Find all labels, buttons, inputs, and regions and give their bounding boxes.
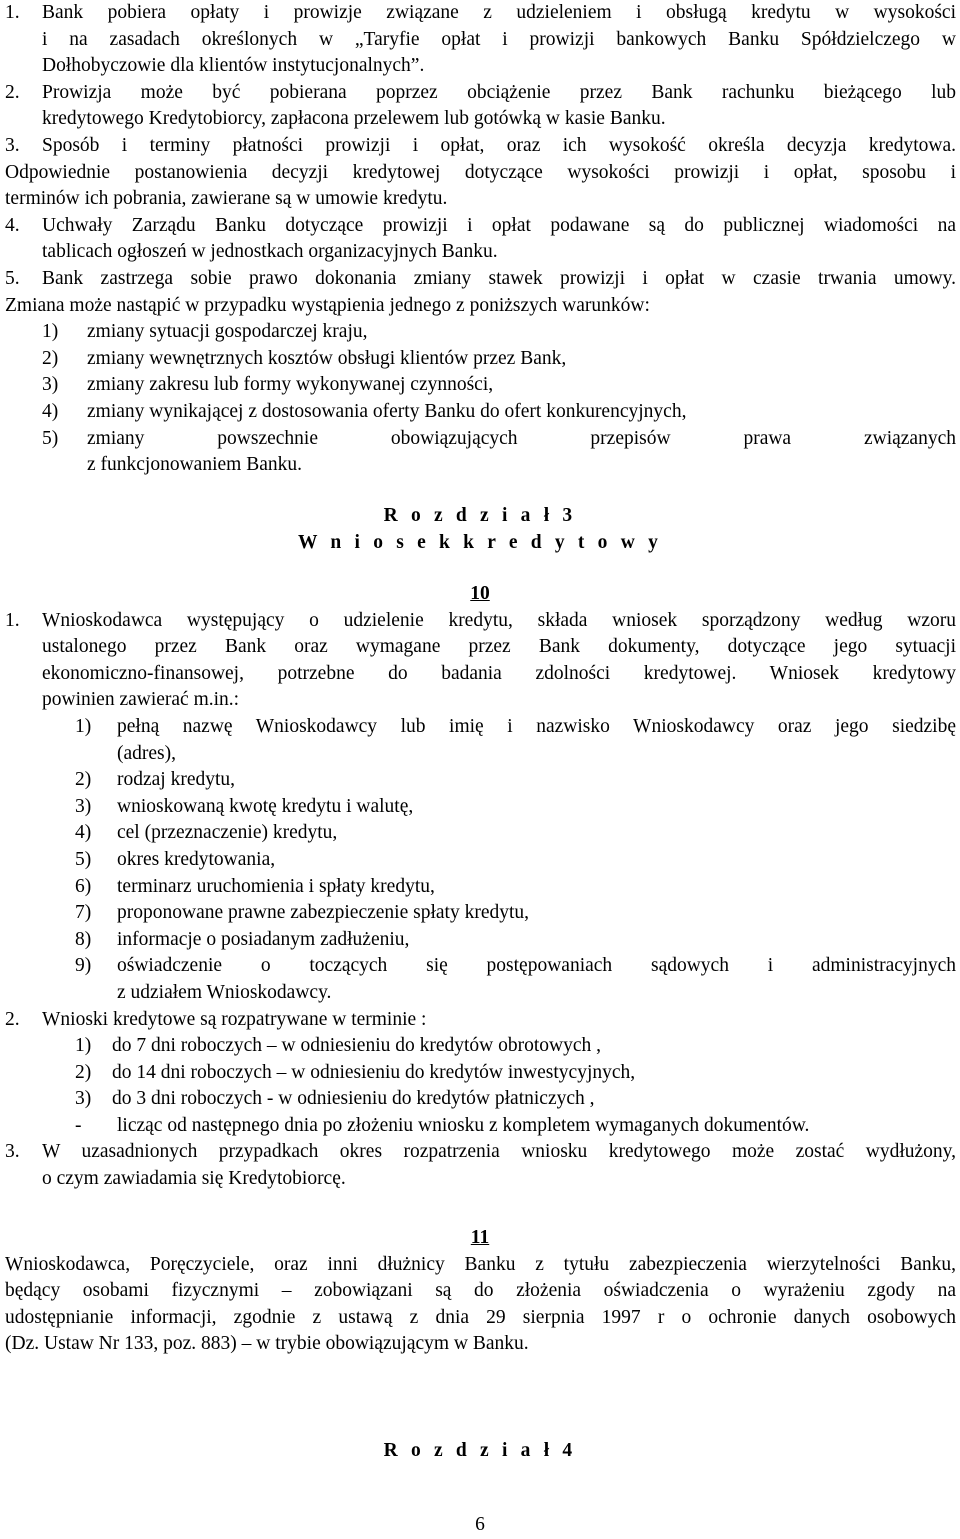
- text-line: i na zasadach określonych w „Taryfie opłat i prowizji bankowych Banku Spółdzielczego w: [42, 28, 956, 50]
- text-line: udostępnianie informacji, zgodnie z ustawą z dnia 29 sierpnia 1997 r o ochronie danych osobowych: [5, 1306, 956, 1328]
- text-line: proponowane prawne zabezpieczenie spłaty kredytu,: [117, 902, 530, 924]
- text-line: ustalonego przez Bank oraz wymagane przez Bank dokumenty, dotyczące jego sytuacji: [42, 636, 956, 658]
- chapter-subtitle: W n i o s e k k r e d y t o w y: [297, 531, 663, 553]
- text-line: do 3 dni roboczych - w odniesieniu do kredytów płatniczych ,: [112, 1088, 595, 1110]
- deadline-item-1: [0, 1033, 960, 1060]
- text-line: z funkcjonowaniem Banku.: [87, 454, 302, 476]
- text-line: będący osobami fizycznymi – zobowiązani są do złożenia oświadczenia o wyrażeniu zgody na: [5, 1280, 956, 1302]
- text-line: wnioskowaną kwotę kredytu i walutę,: [117, 795, 414, 817]
- consent-paragraph: [0, 1252, 960, 1358]
- chapter-3-heading: [0, 503, 960, 556]
- chapter-title: R o z d z i a ł 3: [383, 505, 577, 526]
- item-number: 2): [75, 769, 92, 791]
- paragraph-10: [0, 581, 960, 1193]
- item-number: 9): [75, 955, 92, 977]
- application-subitem-5: [0, 847, 960, 874]
- text-line: cel (przeznaczenie) kredytu,: [117, 822, 338, 844]
- item-number: 7): [75, 902, 92, 924]
- condition-item-5: [0, 426, 960, 479]
- text-line: zmiany wynikającej z dostosowania oferty Banku do ofert konkurencyjnych,: [87, 400, 687, 422]
- text-line: Uchwały Zarządu Banku dotyczące prowizji i opłat podawane są do publicznej wiadomości na: [42, 214, 956, 236]
- condition-item-3: [0, 372, 960, 399]
- text-line: zmiany zakresu lub formy wykonywanej czynności,: [87, 374, 494, 396]
- item-number: 2): [75, 1061, 92, 1083]
- text-line: Wnioski kredytowe są rozpatrywane w terminie :: [42, 1008, 427, 1030]
- application-subitem-3: [0, 794, 960, 821]
- text-line: Zmiana może nastąpić w przypadku wystąpienia jednego z poniższych warunków:: [5, 294, 650, 316]
- application-subitem-4: [0, 820, 960, 847]
- application-item-3: [0, 1139, 960, 1192]
- text-line: licząc od następnego dnia po złożeniu wniosku z kompletem wymaganych dokumentów.: [117, 1114, 810, 1136]
- text-line: Odpowiednie postanowienia decyzji kredytowej dotyczące wysokości prowizji i opłat, sposobu i: [5, 161, 956, 183]
- fees-item-1: [0, 0, 960, 80]
- fees-item-3: [0, 133, 960, 160]
- text-line: o czym zawiadamia się Kredytobiorcę.: [42, 1168, 346, 1190]
- item-number: 1.: [5, 2, 20, 23]
- paragraph-11: [0, 1225, 960, 1358]
- deadline-item-3: [0, 1086, 960, 1113]
- text-line: Wnioskodawca, Poręczyciele, oraz inni dłużnicy Banku z tytułu zabezpieczenia wierzytelności Banku,: [5, 1253, 956, 1275]
- item-number: 4): [42, 400, 59, 422]
- text-line: informacje o posiadanym zadłużeniu,: [117, 928, 410, 950]
- application-subitem-9: [0, 953, 960, 1006]
- text-line: terminarz uruchomienia i spłaty kredytu,: [117, 875, 435, 897]
- deadline-item-2: [0, 1060, 960, 1087]
- text-line: oświadczenie o toczących się postępowaniach sądowych i administracyjnych: [117, 955, 956, 977]
- paragraph-number: 10: [470, 583, 490, 604]
- condition-item-2: [0, 346, 960, 373]
- fees-item-4: [0, 213, 960, 266]
- paragraph-mark: [0, 1225, 960, 1252]
- text-line: (Dz. Ustaw Nr 133, poz. 883) – w trybie obowiązującym w Banku.: [5, 1333, 529, 1355]
- text-line: Sposób i terminy płatności prowizji i opłat, oraz ich wysokość określa decyzja kredytowa.: [42, 134, 956, 156]
- item-number: 3.: [5, 1141, 20, 1163]
- item-number: 5): [75, 848, 92, 870]
- chapter-4-heading: [0, 1438, 960, 1465]
- text-line: powinien zawierać m.in.:: [42, 689, 240, 711]
- item-number: 3): [42, 374, 59, 396]
- deadline-note: [0, 1113, 960, 1140]
- text-line: Wnioskodawca występujący o udzielenie kredytu, składa wniosek sporządzony według wzoru: [42, 609, 956, 631]
- condition-item-4: [0, 399, 960, 426]
- text-line: zmiany sytuacji gospodarczej kraju,: [87, 321, 368, 343]
- item-number: 3.: [5, 134, 20, 156]
- application-subitem-6: [0, 874, 960, 901]
- page-number: 6: [475, 1514, 485, 1535]
- page-footer: [0, 1512, 960, 1539]
- text-line: rodzaj kredytu,: [117, 769, 236, 791]
- item-number: 1.: [5, 609, 20, 631]
- text-line: do 14 dni roboczych – w odniesieniu do kredytów inwestycyjnych,: [112, 1061, 636, 1083]
- item-number: 1): [42, 321, 59, 343]
- text-line: W uzasadnionych przypadkach okres rozpatrzenia wniosku kredytowego może zostać wydłużony,: [42, 1141, 956, 1163]
- item-number: 6): [75, 875, 92, 897]
- fees-item-2: [0, 80, 960, 133]
- chapter-title: R o z d z i a ł 4: [383, 1440, 577, 1461]
- fees-section: [0, 0, 960, 479]
- text-line: terminów ich pobrania, zawierane są w umowie kredytu.: [5, 188, 448, 210]
- text-line: tablicach ogłoszeń w jednostkach organizacyjnych Banku.: [42, 241, 498, 263]
- application-subitem-7: [0, 900, 960, 927]
- application-subitem-8: [0, 927, 960, 954]
- item-number: 1): [75, 715, 92, 737]
- fees-item-5: [0, 266, 960, 293]
- item-number: 5): [42, 427, 59, 449]
- text-line: (adres),: [117, 742, 177, 764]
- application-item-1: [0, 608, 960, 714]
- item-number: 2.: [5, 1008, 20, 1030]
- text-line: Bank pobiera opłaty i prowizje związane z udzieleniem i obsługą kredytu w wysokości: [42, 2, 956, 23]
- text-line: z udziałem Wnioskodawcy.: [117, 981, 332, 1003]
- item-number: 2): [42, 347, 59, 369]
- text-line: zmiany powszechnie obowiązujących przepisów prawa związanych: [87, 427, 956, 449]
- text-line: okres kredytowania,: [117, 848, 276, 870]
- dash-marker: -: [75, 1114, 82, 1136]
- application-item-2: [0, 1007, 960, 1034]
- text-line: kredytowego Kredytobiorcy, zapłacona przelewem lub gotówką w kasie Banku.: [42, 108, 666, 130]
- fees-item-5-continued: [0, 293, 960, 320]
- item-number: 1): [75, 1035, 92, 1057]
- fees-item-3-continued: [0, 160, 960, 213]
- item-number: 3): [75, 1088, 92, 1110]
- text-line: Prowizja może być pobierana poprzez obciążenie przez Bank rachunku bieżącego lub: [42, 81, 956, 103]
- condition-item-1: [0, 319, 960, 346]
- application-subitem-1: [0, 714, 960, 767]
- text-line: Bank zastrzega sobie prawo dokonania zmiany stawek prowizji i opłat w czasie trwania umowy.: [42, 267, 956, 289]
- text-line: zmiany wewnętrznych kosztów obsługi klientów przez Bank,: [87, 347, 567, 369]
- paragraph-mark: [0, 581, 960, 608]
- text-line: do 7 dni roboczych – w odniesieniu do kredytów obrotowych ,: [112, 1035, 602, 1057]
- item-number: 4): [75, 822, 92, 844]
- application-subitem-2: [0, 767, 960, 794]
- item-number: 2.: [5, 81, 20, 103]
- paragraph-number: 11: [470, 1227, 490, 1248]
- item-number: 5.: [5, 267, 20, 289]
- item-number: 3): [75, 795, 92, 817]
- item-number: 4.: [5, 214, 20, 236]
- text-line: pełną nazwę Wnioskodawcy lub imię i nazwisko Wnioskodawcy oraz jego siedzibę: [117, 715, 956, 737]
- text-line: Dołhobyczowie dla klientów instytucjonalnych”.: [42, 55, 425, 77]
- text-line: ekonomiczno-finansowej, potrzebne do badania zdolności kredytowej. Wniosek kredytowy: [42, 662, 956, 684]
- item-number: 8): [75, 928, 92, 950]
